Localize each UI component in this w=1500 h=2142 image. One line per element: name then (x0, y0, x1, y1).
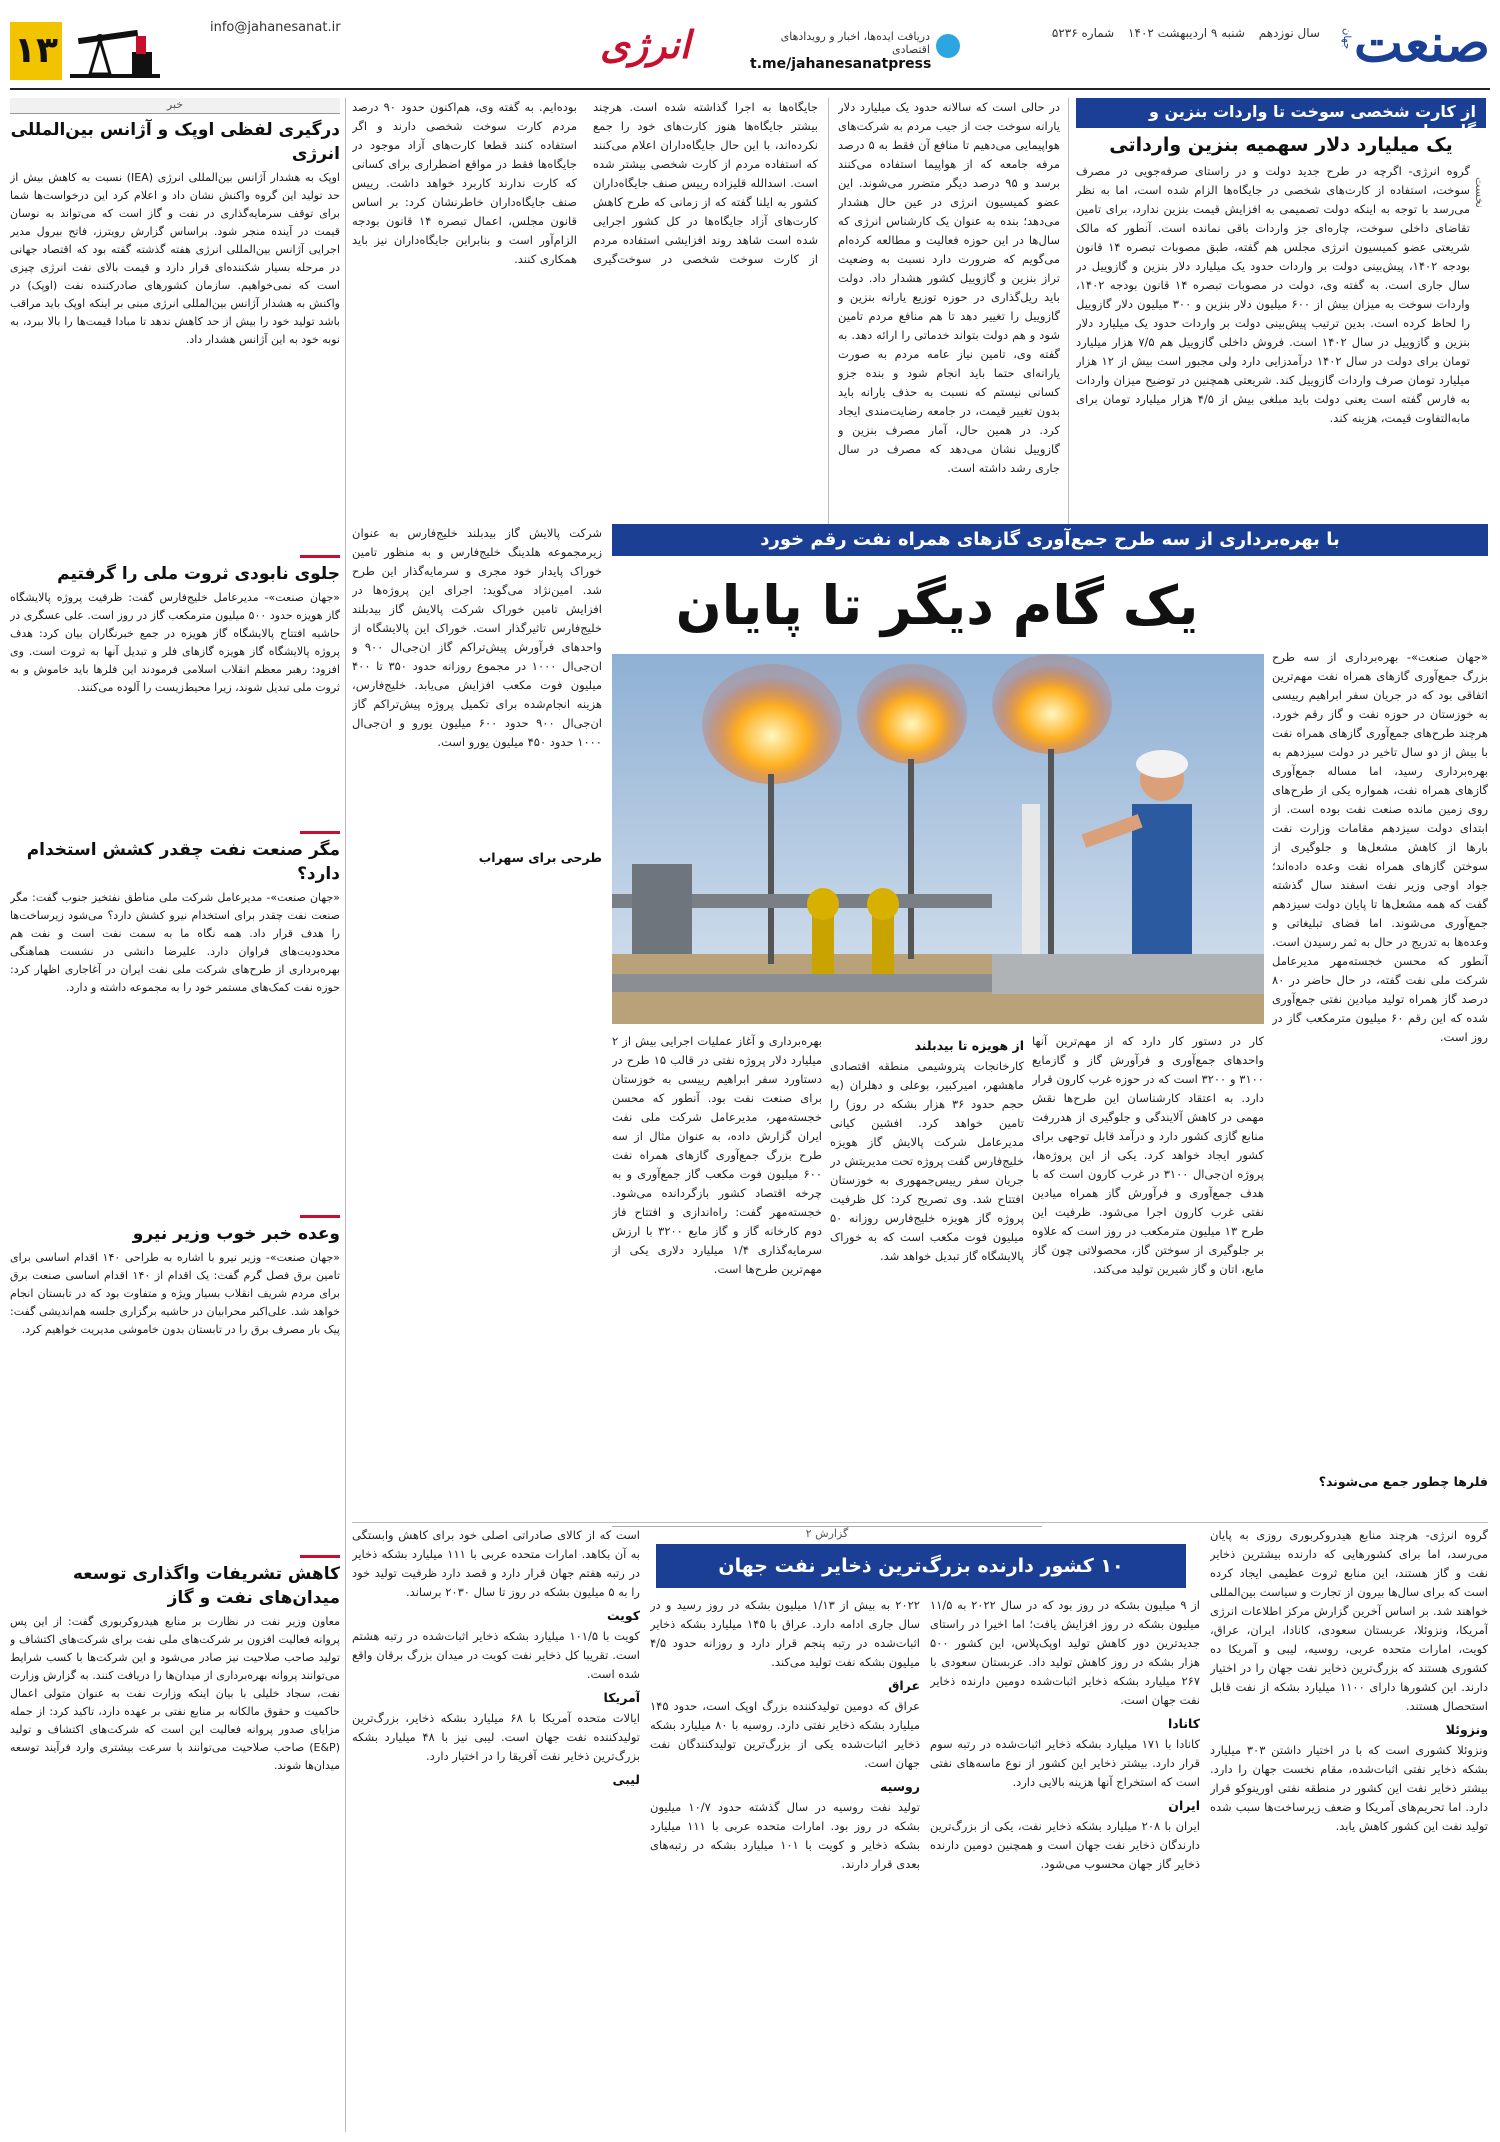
main-story-kicker: با بهره‌برداری از سه طرح جمع‌آوری گازهای همراه نفت رقم خورد (612, 524, 1488, 556)
main-story-col-mid-2 (830, 1032, 1024, 1518)
page-number: ۱۳ (10, 22, 62, 80)
main-story-col-mid (1032, 1032, 1264, 1518)
section-title: انرژی (600, 22, 691, 67)
news-rail (10, 98, 340, 2132)
main-story-text: شرکت پالایش گاز بیدبلند خلیج‌فارس به عنوان زیرمجموعه هلدینگ خلیج‌فارس و به منظور تامین خوراک پایدار خود مجری و سرمایه‌گذار این طرح شد. امین‌نژاد می‌گوید: اجرای این پروژه‌ها در افزایش تامین خوراک شرکت پالایش گاز بیدبلند خلیج‌فارس تاثیرگذار است. خوراک این پالایشگاه از واحدهای فرآورش پیش‌تراکم گاز ان‌جی‌ال ۹۰۰ و ان‌جی‌ال ۱۰۰۰ در مجموع روزانه حدود ۳۵۰ تا ۴۰۰ میلیون فوت مکعب افزایش می‌یابد. خلیج‌فارس، هزینه انجام‌شده برای تکمیل پروژه پیش‌تراکم گاز ان‌جی‌ال ۹۰۰ حدود ۶۰۰ میلیون یورو و ان‌جی‌ال ۱۰۰۰ حدود ۴۵۰ میلیون یورو است. (352, 526, 602, 749)
logo-text: صنعت (1354, 13, 1490, 74)
rail-story-title[interactable]: مگر صنعت نفت چقدر کشش استخدام دارد؟ (26, 840, 340, 884)
bottom-feature-text: کویت با ۱۰۱/۵ میلیارد بشکه ذخایر اثبات‌شده در رتبه هشتم است. تقریبا کل ذخایر نفت کویت در میدان بزرگ برقان واقع شده است. (352, 1629, 640, 1681)
telegram-caption: دریافت ایده‌ها، اخبار و رویدادهای اقتصادی (780, 30, 930, 56)
main-story-text: بهره‌برداری و آغاز عملیات اجرایی بیش از ۲ میلیارد دلار پروژه نفتی در قالب ۱۵ طرح در دستاورد سفر ابراهیم رییسی به خوزستان برای صنعت نفت بود. آنطور که محسن خجسته‌مهر، مدیرعامل شرکت ملی نفت ایران گزارش داده، به عنوان مثال از سه طرح بزرگ جمع‌آوری گازهای همراه نفت ۶۰۰ میلیون فوت مکعب گاز جمع‌آوری و به چرخه اقتصاد کشور بازگردانده می‌شود. خجسته‌مهر گفت: راه‌اندازی و افتتاح فاز دوم کارخانه گاز و گاز مایع ۳۲۰۰ با ارزش سرمایه‌گذاری ۱/۴ میلیارد دلاری یکی از مهم‌ترین طرح‌ها است. (612, 1034, 822, 1276)
telegram-icon (936, 34, 960, 58)
main-story-text: کار در دستور کار دارد که از مهم‌ترین آنها واحدهای جمع‌آوری و فرآورش گاز و گازمایع ۳۱۰۰ و ۳۲۰۰ است که در حوزه غرب کارون قرار دارد. به اعتقاد کارشناسان این طرح‌ها نقش مهمی در کاهش آلایندگی و جلوگیری از هدررفت منابع گازی کشور دارد و درآمد قابل توجهی برای کشور ایجاد خواهد کرد. یکی از این پروژه‌ها، پروژه ان‌جی‌ال ۳۱۰۰ در غرب کارون است که با هدف جمع‌آوری و فرآورش گاز همراه میادین نفتی غرب کارون اجرا می‌شود. ظرفیت این طرح ۱۳ میلیون مترمکعب در روز است که علاوه بر جلوگیری از سوختن گاز، محصولاتی چون گاز مایع، اتان و گاز شیرین تولید می‌کند. (1032, 1034, 1264, 1276)
bottom-feature-text: ۲۰۲۲ به بیش از ۱/۱۳ میلیون بشکه در روز رسید و در سال جاری ادامه دارد. عراق با ۱۴۵ میلیارد بشکه ذخایر اثبات‌شده در رتبه پنجم قرار دارد و روزانه حدود ۴/۵ میلیون بشکه نفت تولید می‌کند. (650, 1598, 920, 1669)
bottom-feature-subhead: کانادا (1167, 1716, 1200, 1731)
bottom-feature-text: تولید نفت روسیه در سال گذشته حدود ۱۰/۷ میلیون بشکه در روز بود. امارات متحده عربی با ۱۱۱ میلیارد بشکه ذخایر و کویت با ۱۰۱ میلیارد بشکه در رتبه‌های بعدی قرار دارند. (650, 1800, 920, 1871)
rail-story-body: اوپک به هشدار آژانس بین‌المللی انرژی (IEA) نسبت به کاهش بیش از حد تولید این گروه واکنش نشان داد و اعلام کرد این درخواست‌ها شما برای توقف سرمایه‌گذاری در نفت و گاز است که می‌تواند به نوسان قیمت در آینده منجر شود. براساس گزارش رویترز، فاتح بیرول مدیر اجرایی آژانس بین‌المللی انرژی هفته گذشته گفته بود که اقتصاد جهانی در مرحله بسیار شکننده‌ای قرار دارد و قیمت بالای نفت انرژی چیزی است که نمی‌خواهیم. سازمان کشورهای صادرکننده نفت (اوپک) در واکنش به هشدار آژانس بین‌المللی انرژی مبنی بر اینکه اوپک باید مراقب باشد تولید خود را بیش از حد کاهش ندهد تا مبادا قیمت‌ها را بالا ببرد، به نوبه خود به این آژانس هشدار داد. (10, 171, 340, 346)
issue-number: شماره ۵۲۳۶ (1051, 26, 1115, 40)
bottom-feature-col-4 (352, 1526, 640, 2132)
rail-story[interactable] (10, 838, 340, 1209)
logo-subtitle: جهان (1341, 28, 1352, 50)
bottom-feature-subhead: عراق (888, 1678, 920, 1693)
bottom-feature-text: گروه انرژی- هرچند منابع هیدروکربوری روزی به پایان می‌رسد، اما برای کشورهایی که دارنده بیشترین ذخایر نفت و گاز هستند، این منابع ثروت عظیمی ایجاد کرده است که برای سال‌ها بیرون از تجارت و سیاست بین‌المللی خواهند شد. بر اساس آخرین گزارش مرکز اطلاعات انرژی آمریکا، ونزوئلا، عربستان سعودی، کانادا، ایران، عراق، کویت، امارات متحده عربی، روسیه، لیبی و آمریکا ده کشوری هستند که بزرگ‌ترین ذخایر نفت جهان را در اختیار دارند. این کشورها دارای ۱۱۰۰ میلیارد بشکه از نفت قابل استحصال هستند. (1210, 1528, 1488, 1713)
telegram-promo[interactable] (750, 30, 930, 72)
rail-story[interactable] (10, 562, 340, 825)
gas-flare-photo (612, 654, 1264, 1024)
bottom-feature-text: است که از کالای صادراتی اصلی خود برای کاهش وابستگی به آن بکاهد. امارات متحده عربی با ۱۱۱ میلیارد بشکه ذخایر در رتبه هفتم جهان قرار دارد و قصد دارد ظرفیت تولید خود را به ۵ میلیون بشکه در روز تا سال ۲۰۳۰ برساند. (352, 1528, 640, 1599)
rail-separator (300, 831, 340, 834)
issue-line (1042, 26, 1320, 40)
column-divider (1068, 98, 1069, 528)
top-feature-side-label: نخست (1473, 177, 1486, 208)
top-feature-col-1: گروه انرژی- اگرچه در طرح جدید دولت و در راستای صرفه‌جویی در مصرف سوخت، استفاده از کارت‌های شخصی در جایگاه‌ها الزام شده است، اما به نظر می‌رسد با توجه به اینکه دولت تصمیمی به افزایش قیمت بنزین ندارد، برای تامین تقاضای داخلی سوخت، چاره‌ای جز واردات باقی نمانده است. آنطور که مالک شریعتی عضو کمیسیون انرژی مجلس هم گفته، طبق مصوبات تبصره ۱۴ قانون بودجه ۱۴۰۲، پیش‌بینی دولت بر واردات حدود یک میلیارد دلار بنزین و گازوییل در سال جاری است. به گفته وی، دولت در مصوبات تبصره ۱۴ قانون بودجه ۱۴۰۲، واردات سوخت به میزان بیش از ۶۰۰ میلیون دلار بنزین و ۳۰۰ میلیون دلار گازوییل را لحاظ کرده است. بدین ترتیب پیش‌بینی دولت بر واردات حدود یک میلیارد دلار بنزین و گازوییل در سال ۱۴۰۲ است. فروش داخلی گازوییل هم ۷/۵ هزار میلیارد تومان برای دولت در سال ۱۴۰۲ درآمدزایی دارد ولی مجبور است بیش از ۱۲ هزار میلیارد تومان صرف واردات گازوییل کند. شریعتی همچنین در توضیح میزان واردات به فارس گفته است یعنی دولت باید مبلغی بیش از ۴/۵ هزار میلیارد تومان برای مابه‌التفاوت قیمت، هزینه کند. (1076, 164, 1470, 425)
rail-story[interactable] (10, 1222, 340, 1549)
main-story-subhead: فلرها چطور جمع می‌شوند؟ (1318, 1474, 1488, 1489)
main-story-text: «جهان صنعت»- بهره‌برداری از سه طرح بزرگ جمع‌آوری گازهای همراه نفت مهم‌ترین اتفاقی بود که در جریان سفر ابراهیم رییسی به خوزستان در حوزه نفت و گاز رقم خورد. هرچند طرح‌های جمع‌آوری گازهای همراه نفت با بیش از دو سال تاخیر در دولت سیزدهم به بهره‌برداری رسید، اما مساله جمع‌آوری گازهای همراه نفت، همواره یکی از طرح‌های روی زمین مانده صنعت نفت بوده است. از ابتدای دولت سیزدهم مقامات وزارت نفت بارها از کاهش مشعل‌ها و جلوگیری از سوختن گازهای همراه نفت وعده داده‌اند؛ جواد اوجی وزیر نفت اسفند سال گذشته گفت که همه مشعل‌ها تا پایان دولت سیزدهم جمع‌آوری می‌شوند. اما فضای تبلیغاتی و وعده‌ها به تدریج در حال به ثمر رسیدن است. آنطور که محسن خجسته‌مهر مدیرعامل شرکت ملی نفت گفته، در حال حاضر در ۸۰ درصد گاز همراه تولید میادین نفتی جمع‌آوری شده که این رقم ۶۰ میلیون مترمکعب گاز در روز است. (1272, 650, 1488, 1044)
rail-story-body: معاون وزیر نفت در نظارت بر منابع هیدروکربوری گفت: از این پس پروانه فعالیت افزون بر شرکت‌های ملی نفت برای شرکت‌های اکتشاف و تولید صاحب صلاحیت نیز صادر می‌شود و این شرکت‌ها با کسب شرایط می‌توانند پروانه بهره‌برداری از میدان‌ها را دریافت کنند. به گزارش وزارت نفت، سجاد خلیلی با بیان اینکه وزارت نفت به عنوان متولی اعمال حاکمیت و حقوق مالکانه بر منابع نفتی بر عهده دارد، تاکید کرد: از جمله مزایای صدور پروانه فعالیت این است که شرکت‌های اکتشاف و تولید (E&P) صاحب صلاحیت می‌توانند با سرعت بیشتری وارد فرآیند توسعه میدان‌ها شوند. (10, 1615, 340, 1772)
top-feature-col-2: در حالی است که سالانه حدود یک میلیارد دلار یارانه سوخت جت از جیب مردم به شرکت‌های هواپیمایی می‌دهیم تا منافع آن فقط به ۵ درصد مرفه جامعه که از هواپیما استفاده می‌کنند برسد و ۹۵ درصد دیگر متضرر می‌شوند. این عضو کمیسیون انرژی در عین حال هشدار می‌دهد؛ بنده به عنوان یک کارشناس انرژی که سال‌ها در این حوزه فعالیت و مطالعه کرده‌ام می‌گویم که ضرورت دارد نسبت به وضعیت تراز بنزین و گازوییل کشور هشدار داد. دولت باید ریل‌گذاری در حوزه توزیع یارانه بنزین و گازوییل را تغییر دهد تا هم منافع مردم تامین شود و هم دولت بتواند خدماتی را ارائه دهد. به گفته وی، تامین نیاز عامه مردم به صورت یارانه‌ای حتما باید انجام شود و بنده جزو کسانی نیستم که نسبت به حذف یارانه باید بدون تغییر قیمت، در جامعه رضایت‌مندی ایجاد کرد. در همین حال، آمار مصرف بنزین و گازوییل نشان می‌دهد که مصرف در سال جاری رشد داشته است. (838, 100, 1060, 475)
rail-story-title[interactable]: وعده خبر خوب وزیر نیرو (132, 1224, 340, 1244)
oil-pump-icon (70, 22, 160, 80)
rail-separator (300, 555, 340, 558)
rail-story-body: «جهان صنعت»- مدیرعامل خلیج‌فارس گفت: ظرفیت پروژه پالایشگاه گاز هویزه حدود ۵۰۰ میلیون مترمکعب گاز در روز است. علی عسگری در حاشیه افتتاح پالایشگاه گاز هویزه در جمع خبرنگاران بیان کرد: هدف پروژه پالایشگاه گاز هویزه گازهای فلر و تبدیل آنها به ثروت است. وی افزود: رهبر معظم انقلاب اسلامی فرمودند این فلرها باید خاموش و به ثروت ملی تبدیل شوند، زیرا محیط‌زیست را آلوده می‌کنند. (10, 591, 340, 694)
bottom-feature-subhead: ایران (1168, 1798, 1200, 1813)
rail-story-title[interactable]: کاهش تشریفات واگذاری توسعه میدان‌های نفت و گاز (72, 1564, 340, 1608)
top-feature-kicker: از کارت شخصی سوخت تا واردات بنزین و گازوییل (1076, 98, 1486, 128)
year-label: سال نوزدهم (1258, 26, 1320, 40)
bottom-feature-text: از ۹ میلیون بشکه در روز بود که در سال ۲۰۲۲ به ۱۱/۵ میلیون بشکه در روز افزایش یافت؛ اما اخیرا در راستای جدیدترین دور کاهش تولید اوپک‌پلاس، این کشور ۵۰۰ هزار بشکه در روز کاهش تولید داد. عربستان سعودی با ۲۶۷ میلیارد بشکه ذخایر اثبات‌شده دومین دارنده ذخایر نفت جهان است. (930, 1598, 1200, 1707)
masthead (10, 10, 1490, 90)
bottom-feature-subhead: کویت (606, 1608, 640, 1623)
top-feature (1076, 98, 1486, 528)
main-story-subhead: از هویزه تا بیدبلند (914, 1038, 1024, 1053)
rail-story-body: «جهان صنعت»- وزیر نیرو با اشاره به طراحی ۱۴۰ اقدام اساسی برای تامین برق فصل گرم گفت: یک اقدام از ۱۴۰ اقدام اساسی صنعت برق برای مردم شریف انقلاب بسیار ویژه و متفاوت بود که در تابستان انجام خواهد شد. علی‌اکبر محرابیان در حاشیه برگزاری جلسه هم‌اندیشی گفت: پیک بار مصرف برق را در تابستان بدون خاموشی مدیریت خواهیم کرد. (10, 1251, 340, 1336)
bottom-feature-subhead: ونزوئلا (1445, 1722, 1488, 1737)
main-story-title[interactable]: یک گام دیگر تا پایان (675, 574, 1199, 637)
section-divider (352, 1522, 1488, 1523)
bottom-feature-col-3 (650, 1596, 920, 2132)
date-label: شنبه ۹ اردیبهشت ۱۴۰۲ (1128, 26, 1245, 40)
rail-divider (345, 98, 346, 2132)
main-story-col-left-2 (612, 1032, 822, 1518)
main-story-col-right (1272, 648, 1488, 1518)
top-feature-title: یک میلیارد دلار سهمیه بنزین وارداتی (1109, 134, 1453, 156)
bottom-feature-text: ایالات متحده آمریکا با ۶۸ میلیارد بشکه ذخایر، بزرگ‌ترین تولیدکننده نفت جهان است. لیبی نیز با ۴۸ میلیارد بشکه بزرگ‌ترین ذخایر نفت آفریقا را در اختیار دارد. (352, 1711, 640, 1763)
bottom-feature-col-2 (930, 1596, 1200, 2132)
main-story-subhead: طرحی برای سهراب (478, 850, 602, 865)
rail-tag: خبر (10, 98, 340, 114)
rail-story-body: «جهان صنعت»- مدیرعامل شرکت ملی مناطق نفتخیز جنوب گفت: مگر صنعت نفت چقدر برای استخدام نیرو کشش دارد؟ می‌شود زیرساخت‌ها را هدف قرار داد. همه نگاه ما به سمت نفت است و نفت هم محدودیت‌های فراوان دارد. علیرضا دانشی در نشست هماهنگی بهره‌برداری از طرح‌های شرکت ملی نفت ایران در آغاجاری اظهار کرد: حوزه نفت کمک‌های مستمر خود را به مجموعه داشته و دارد. (10, 891, 340, 994)
bottom-feature-subhead: لیبی (612, 1772, 640, 1787)
bottom-feature-text: ونزوئلا کشوری است که با در اختیار داشتن ۳۰۳ میلیارد بشکه ذخایر نفتی اثبات‌شده، مقام نخست جهان را دارد. بیشتر ذخایر نفت این کشور در منطقه نفتی اورینوکو قرار دارد. اما تحریم‌های آمریکا و ضعف زیرساخت‌ها سبب شده تولید نفت این کشور کاهش یابد. (1210, 1743, 1488, 1833)
rail-story[interactable] (10, 1562, 340, 1993)
telegram-link[interactable]: t.me/jahanesanatpress (750, 56, 932, 72)
bottom-feature-text: ایران با ۲۰۸ میلیارد بشکه ذخایر نفت، یکی از بزرگ‌ترین دارندگان ذخایر نفت جهان است و همچنین دومین دارنده ذخایر گاز جهان محسوب می‌شود. (930, 1819, 1200, 1871)
main-story-col-left (352, 524, 602, 1518)
bottom-feature-subhead: آمریکا (603, 1690, 640, 1705)
bottom-feature-label: گزارش ۲ (612, 1526, 1042, 1542)
email-address[interactable]: info@jahanesanat.ir (210, 20, 341, 35)
bottom-feature-text: عراق که دومین تولیدکننده بزرگ اوپک است، حدود ۱۴۵ میلیارد بشکه ذخایر نفتی دارد. روسیه با ۸۰ میلیارد بشکه ذخایر اثبات‌شده یکی از بزرگ‌ترین تولیدکنندگان نفت جهان است. (650, 1699, 920, 1770)
column-divider (828, 98, 829, 528)
newspaper-logo[interactable] (1335, 10, 1490, 82)
bottom-feature-subhead: روسیه (880, 1779, 920, 1794)
rail-story[interactable] (10, 118, 340, 549)
bottom-feature-text: کانادا با ۱۷۱ میلیارد بشکه ذخایر اثبات‌شده در رتبه سوم قرار دارد. بیشتر ذخایر این کشور از نوع ماسه‌های نفتی است که استخراج آنها هزینه بالایی دارد. (930, 1737, 1200, 1789)
bottom-feature-title[interactable]: ۱۰ کشور دارنده بزرگ‌ترین ذخایر نفت جهان (656, 1544, 1186, 1588)
rail-separator (300, 1555, 340, 1558)
rail-story-title[interactable]: جلوی نابودی ثروت ملی را گرفتیم (57, 564, 340, 584)
rail-story-title[interactable]: درگیری لفظی اوپک و آژانس بین‌المللی انرژی (10, 120, 340, 164)
top-feature-col-3: جایگاه‌ها به اجرا گذاشته شده است. هرچند بیشتر جایگاه‌ها هنوز کارت‌های خود را جمع نکرده‌اند، با این حال جایگاه‌داران اعلام می‌کنند که استفاده مردم از کارت شخصی بیشتر شده است. اسدالله قلیزاده رییس صنف جایگاه‌داران کشور به ایلنا گفته که از زمانی که طرح کاهش کارت‌های آزاد جایگاه‌ها در کل کشور اجرایی شده است شاهد روند افزایشی استفاده مردم از کارت سوخت شخصی در سوخت‌گیری بوده‌ایم. به گفته وی، هم‌اکنون حدود ۹۰ درصد مردم کارت سوخت شخصی دارند و اگر استفاده کنند قطعا کارت‌های آزاد موجود در جایگاه‌ها فقط در مواقع اضطراری برای کسانی که کارت ندارند کاربرد خواهد داشت. رییس صنف جایگاه‌داران خاطرنشان کرد: بر اساس قانون مجلس، اعمال تبصره ۱۴ قانون بودجه الزام‌آور است و بنابراین جایگاه‌داران نیز باید همکاری کنند. (352, 100, 818, 266)
rail-separator (300, 1215, 340, 1218)
main-story-text: کارخانجات پتروشیمی منطقه اقتصادی ماهشهر، امیرکبیر، بوعلی و دهلران (به حجم حدود ۳۶ هزار بشکه در روز) را تامین خواهد کرد. افشین کیانی مدیرعامل شرکت پالایش گاز هویزه خلیج‌فارس گفت پروژه تحت مدیریتش در جریان سفر رییس‌جمهوری به خوزستان افتتاح شد. وی تصریح کرد: کل ظرفیت پروژه گاز هویزه خلیج‌فارس روزانه ۵۰ میلیون فوت مکعب است که به خوراک پالایشگاه گاز تبدیل خواهد شد. (830, 1059, 1024, 1263)
bottom-feature-col-1 (1210, 1526, 1488, 2132)
